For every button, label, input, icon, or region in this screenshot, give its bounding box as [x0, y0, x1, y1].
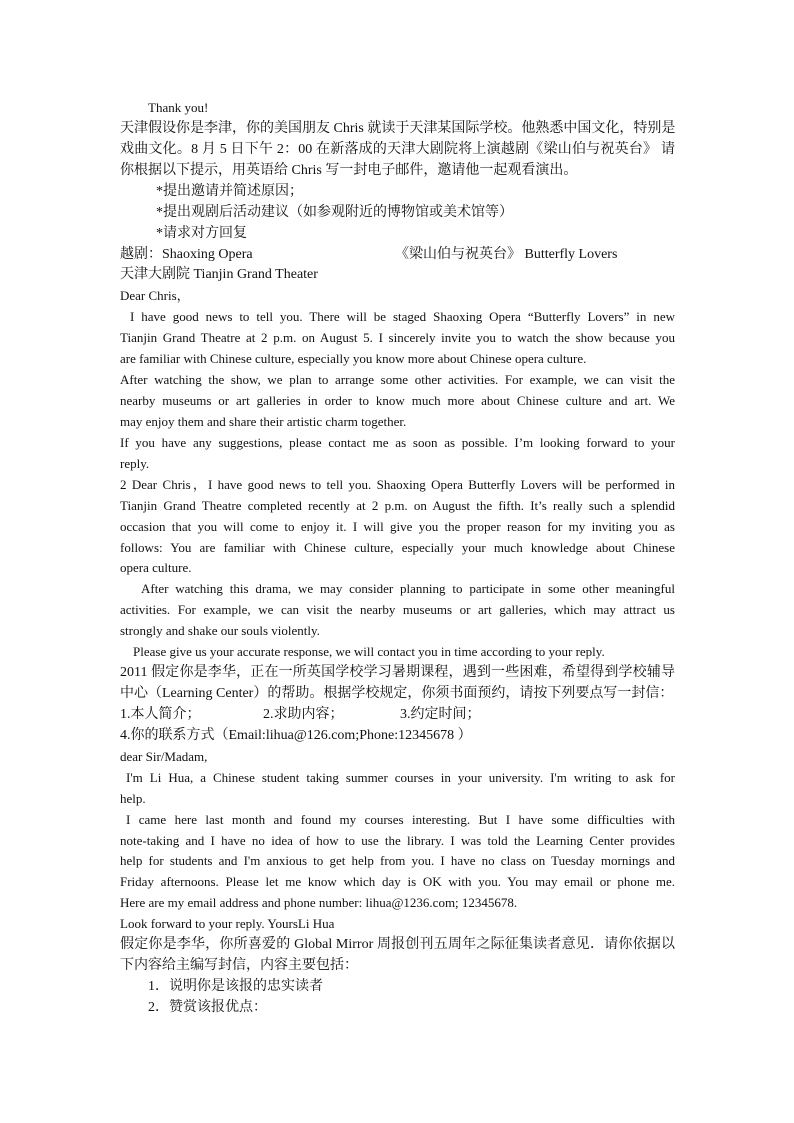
text-line [120, 620, 675, 641]
text-line-content: Dear Chris， [120, 288, 190, 304]
text-line-content: 2 Dear Chris，I have good news to tell you. Shaoxing Opera Butterfly Lovers will be performed in [120, 476, 675, 492]
text-line [120, 892, 675, 913]
text-line-content: After watching the show, we plan to arrange some other activities. For example, we can visit the [120, 372, 675, 388]
text-line [120, 746, 675, 767]
text-line-content: Friday afternoons. Please let me know which day is OK with you. You may email or phone me. [120, 874, 675, 890]
text-line-content: are familiar with Chinese culture, especially you know more about Chinese opera culture. [120, 351, 587, 367]
text-line [120, 599, 675, 620]
text-line [148, 976, 675, 997]
text-line [156, 202, 675, 223]
text-line [126, 767, 675, 788]
text-line [120, 160, 675, 181]
text-line [148, 97, 675, 118]
text-line [120, 788, 675, 809]
text-line [120, 850, 675, 871]
text-line [120, 725, 675, 746]
text-line-content: 越剧：Shaoxing Opera [120, 246, 253, 262]
text-line-content: note-taking and I have no idea of how to use the library. I was told the Learning Center provides [120, 832, 675, 848]
text-line-content: strongly and shake our souls violently. [120, 623, 320, 639]
text-line [120, 118, 675, 139]
text-line-content: 戏曲文化。8 月 5 日下午 2：00 在新落成的天津大剧院将上演越剧《梁山伯与祝英台》 请 [120, 141, 675, 157]
text-line [120, 411, 675, 432]
text-line [120, 453, 675, 474]
text-line-content: Look forward to your reply. YoursLi Hua [120, 916, 335, 932]
text-line [120, 830, 675, 851]
text-line [120, 557, 675, 578]
text-line-content: 中心（Learning Center）的帮助。根据学校规定，你须书面预约，请按下列要点写一封信： [120, 686, 674, 702]
text-line [120, 537, 675, 558]
text-line-content: I came here last month and found my courses interesting. But I have some difficulties with [126, 811, 675, 827]
text-line [120, 516, 675, 537]
text-line [120, 285, 675, 306]
text-line-content: After watching this drama, we may consider planning to participate in some other meaningful [141, 581, 675, 597]
text-line-content: Tianjin Grand Theatre completed recently at 2 p.m. on August the fifth. It’s really such a splendid [120, 497, 675, 513]
text-line-content: I'm Li Hua, a Chinese student taking summer courses in your university. I'm writing to ask for [126, 769, 675, 785]
text-line [120, 474, 675, 495]
text-line-content: help for students and I'm anxious to get help from you. I have no class on Tuesday mornings and [120, 853, 675, 869]
text-line [120, 913, 675, 934]
text-line [120, 432, 675, 453]
text-line-content: 天津大剧院 Tianjin Grand Theater [120, 267, 318, 283]
text-line-content: Please give us your accurate response, we will contact you in time according to your reply. [133, 644, 605, 660]
text-line-content: 4.你的联系方式（Email:lihua@126.com;Phone:12345678 ） [120, 727, 472, 743]
text-line-content: 2．赞赏该报优点： [148, 999, 267, 1015]
text-line [120, 139, 675, 160]
text-line [120, 244, 675, 265]
text-line-right-segment: 《梁山伯与祝英台》 Butterfly Lovers [395, 246, 618, 262]
text-line-content: opera culture. [120, 560, 192, 576]
text-line [120, 327, 675, 348]
text-line-content: follows: You are familiar with Chinese culture, especially your much knowledge about Chinese [120, 539, 675, 555]
text-line-content: 2011 假定你是李华，正在一所英国学校学习暑期课程，遇到一些困难，希望得到学校辅导 [120, 665, 675, 681]
text-line [120, 704, 675, 725]
text-line [120, 390, 675, 411]
text-line-content: dear Sir/Madam, [120, 748, 208, 764]
text-line-content: 天津假设你是李津，你的美国朋友 Chris 就读于天津某国际学校。他熟悉中国文化，特别是 [120, 120, 675, 136]
text-line [133, 641, 675, 662]
text-line [141, 578, 675, 599]
text-line [126, 809, 675, 830]
text-line [156, 181, 675, 202]
text-line-content: 下内容给主编写封信，内容主要包括： [120, 958, 358, 974]
text-line-content: reply. [120, 455, 150, 471]
text-line [130, 306, 675, 327]
text-line-content: nearby museums or art galleries in order to know much more about Chinese culture and art. We [120, 393, 675, 409]
text-line-content: I have good news to tell you. There will be staged Shaoxing Opera “Butterfly Lovers” in new [130, 309, 675, 325]
text-line-content: *提出邀请并简述原因； [156, 183, 303, 199]
text-line-content: 你根据以下提示，用英语给 Chris 写一封电子邮件，邀请他一起观看演出。 [120, 162, 578, 178]
text-line [120, 369, 675, 390]
text-line [120, 955, 675, 976]
text-line-content: Here are my email address and phone number: lihua@1236.com; 12345678. [120, 895, 518, 911]
text-line-content: may enjoy them and share their artistic charm together. [120, 413, 407, 429]
text-line [120, 495, 675, 516]
text-line-content: *提出观剧后活动建议（如参观附近的博物馆或美术馆等） [156, 204, 513, 220]
text-line-content: If you have any suggestions, please contact me as soon as possible. I’m looking forward to your [120, 434, 675, 450]
text-line-content: Tianjin Grand Theatre at 2 p.m. on August 5. I sincerely invite you to watch the show because you [120, 330, 675, 346]
text-line [120, 934, 675, 955]
text-line-content: Thank you! [148, 100, 209, 115]
text-line [120, 662, 675, 683]
text-line-content: activities. For example, we can visit the nearby museums or art galleries, which may attract us [120, 602, 675, 618]
text-line-content: occasion that you will come to enjoy it. I will give you the proper reason for my inviting you as [120, 518, 675, 534]
text-line-content: 假定你是李华，你所喜爱的 Global Mirror 周报创刊五周年之际征集读者意见．请你依据以 [120, 937, 675, 953]
text-line [120, 264, 675, 285]
text-line-content: 1．说明你是该报的忠实读者 [148, 979, 323, 995]
text-line-content: *请求对方回复 [156, 225, 247, 241]
text-line [120, 683, 675, 704]
list-item-column-2: 2.求助内容； [263, 706, 344, 722]
text-line [120, 348, 675, 369]
text-line [148, 997, 675, 1018]
list-item-column-3: 3.约定时间； [400, 706, 481, 722]
text-line [156, 223, 675, 244]
text-line [120, 871, 675, 892]
text-line-content: 1.本人简介； [120, 706, 201, 722]
text-line-content: help. [120, 790, 146, 806]
